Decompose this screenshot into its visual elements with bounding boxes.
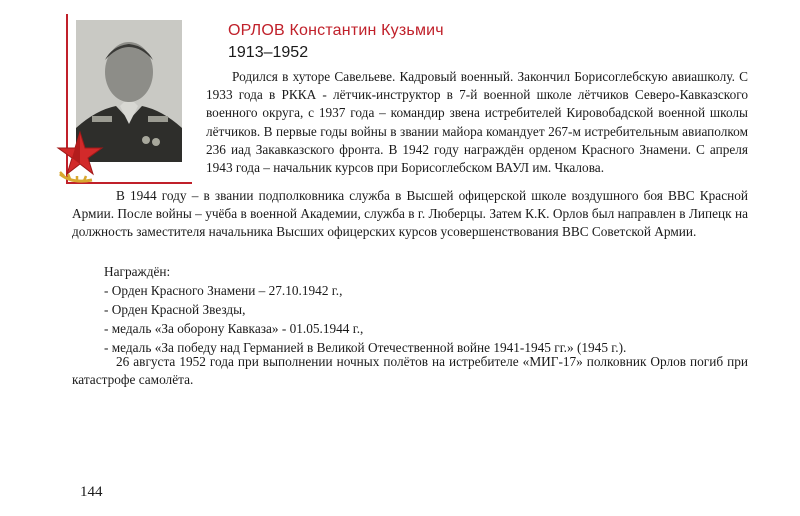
bio-paragraph-2: В 1944 году – в звании подполковника служба в Высшей офицерской школе воздушного боя ВВС Красной Армии. После войны – учёба в военной Академии, служба в г. Люберцы. Затем К.К. Орлов был направлен в Липецк на должность заместителя начальника Высших офицерских курсов усовершенствования ВВС Советской Армии. (72, 188, 748, 240)
award-item: - Орден Красного Знамени – 27.10.1942 г., (104, 283, 343, 298)
page-number: 144 (80, 484, 103, 500)
award-item: - медаль «За победу над Германией в Великой Отечественной войне 1941-1945 гг.» (1945 г.). (104, 340, 627, 355)
award-item: - Орден Красной Звезды, (104, 302, 246, 317)
life-years: 1913–1952 (228, 44, 309, 61)
bio-paragraph-1: Родился в хуторе Савельеве. Кадровый военный. Закончил Борисоглебскую авиашколу. С 1933 года в РККА - лётчик-инструктор в 7-й военной школе лётчиков Северо-Кавказского военного округа, с 1937 года – командир звена истребителей Кировобадской военной школы лётчиков. В первые годы войны в звании майора командует 267-м истребительным авиаполком 236 иад Закавказского фронта. В 1942 году награждён орденом Красного Знамени. С апреля 1943 года – начальник курсов при Борисоглебском ВАУЛ им. Чкалова. (206, 69, 748, 176)
red-star-with-laurel-icon (52, 128, 110, 186)
person-name: ОРЛОВ Константин Кузьмич (228, 22, 444, 39)
awards-list (104, 262, 626, 357)
awards-heading: Награждён: (104, 264, 171, 279)
award-item: - медаль «За оборону Кавказа» - 01.05.1944 г., (104, 321, 364, 336)
bio-paragraph-3: 26 августа 1952 года при выполнении ночных полётов на истребителе «МИГ-17» полковник Орлов погиб при катастрофе самолёта. (72, 354, 748, 388)
